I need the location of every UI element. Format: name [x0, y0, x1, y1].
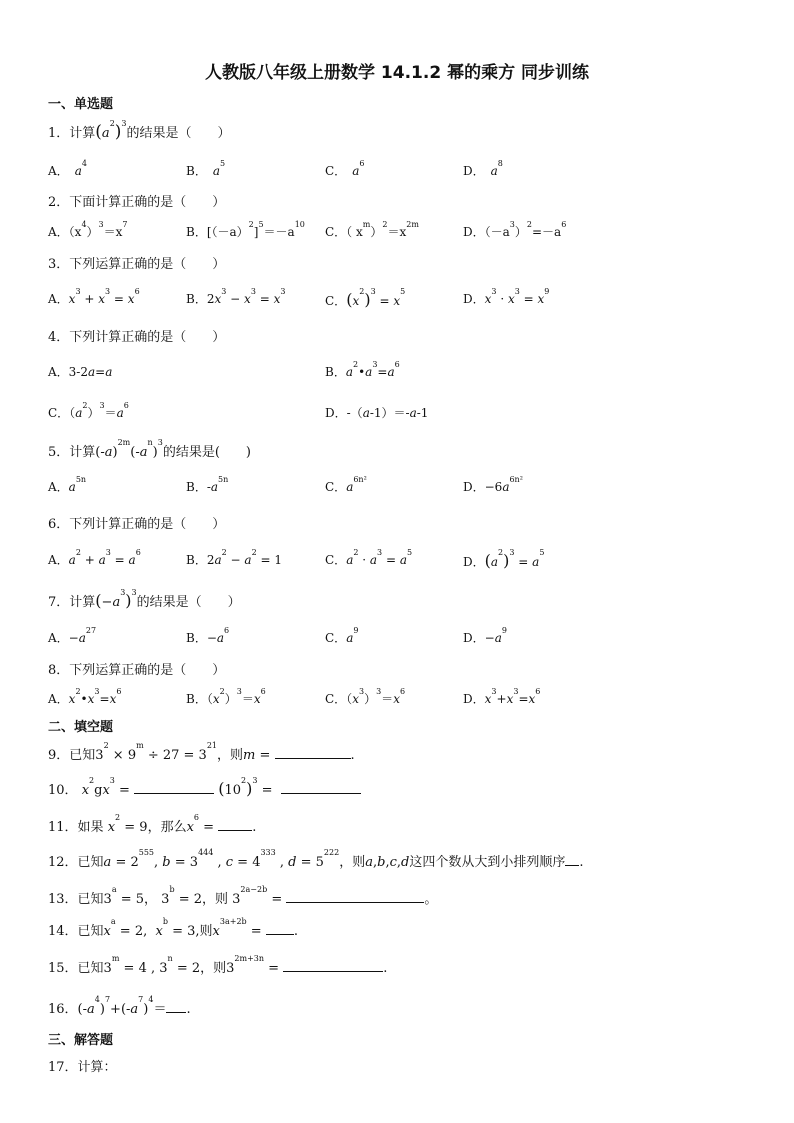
q8-option-c[interactable]: C．$(x^3)^3=x^6$ — [325, 687, 406, 706]
question-9: 9．已知$3^2 \times 9^m \div 27 = 3^{21}$，则m = . — [48, 741, 355, 763]
question-4-stem: 4．下列计算正确的是（ ） — [48, 330, 226, 345]
section-heading-fill-in: 二、填空题 — [48, 720, 114, 735]
q6-option-a[interactable]: A．$a^2 + a^3 = a^6$ — [48, 548, 141, 567]
q6-option-c[interactable]: C．$a^2 \cdot a^3 = a^5$ — [325, 548, 413, 567]
q7-option-d[interactable]: D．$-a^9$ — [463, 626, 507, 645]
question-13: 13．已知$3^a = 5$， $3^b = 2$，则 $3^{2a-2b}$ = 。 — [48, 885, 438, 907]
q4-option-b[interactable]: B．$a^2•a^3=a^6$ — [325, 360, 400, 379]
q13-answer-blank[interactable] — [286, 890, 424, 903]
question-1 — [48, 119, 231, 142]
q7-option-a[interactable]: A．$-a^{27}$ — [48, 626, 97, 645]
q1-option-a[interactable]: A． $a^4$ — [48, 159, 87, 178]
q14-answer-blank[interactable] — [266, 922, 294, 935]
question-3-options — [48, 287, 748, 310]
q10-answer-blank-1[interactable] — [134, 781, 214, 794]
question-5-stem: 5．计算 — [48, 445, 96, 460]
q3-option-a[interactable]: A．$x^3 + x^3 = x^6$ — [48, 287, 140, 306]
q2-option-a[interactable]: A．$(x^4)^3=x^7$ — [48, 220, 128, 239]
question-5: 5．计算$(-a)^{2m}(-a^n)^3$的结果是( ) — [48, 438, 251, 460]
q5-option-c[interactable]: C．$a^{6n^2}$ — [325, 475, 367, 494]
question-2-options — [48, 220, 748, 243]
q3-option-d[interactable]: D．$x^3 \cdot x^3 = x^9$ — [463, 287, 550, 306]
question-6-stem: 6．下列计算正确的是（ ） — [48, 517, 226, 532]
q2-option-d[interactable]: D．$(-a^3)^2=-a^6$ — [463, 220, 567, 239]
q3-option-c[interactable]: C．$(x^2)^3 = x^5$ — [325, 287, 406, 309]
q16-answer-blank[interactable] — [166, 1000, 186, 1013]
q2-option-c[interactable]: C．（ $x^m)^2=x^{2m}$ — [325, 220, 419, 239]
q5-option-a[interactable]: A．$a^{5n}$ — [48, 475, 87, 494]
question-15: 15．已知$3^m = 4$ , $3^n = 2$，则$3^{2m+3n}$ = . — [48, 954, 388, 976]
q8-option-b[interactable]: B．$(x^2)^3=x^6$ — [186, 687, 266, 706]
question-2-stem: 2．下面计算正确的是（ ） — [48, 195, 226, 210]
page-title: 人教版八年级上册数学 14.1.2 幂的乘方 同步训练 — [205, 63, 589, 83]
q1-option-c[interactable]: C． $a^6$ — [325, 159, 365, 178]
q5-option-d[interactable]: D．$-6a^{6n^2}$ — [463, 475, 523, 494]
section-heading-solution: 三、解答题 — [48, 1033, 114, 1048]
q3-option-b[interactable]: B．$2x^3 - x^3 = x^3$ — [186, 287, 286, 306]
q12-answer-blank[interactable] — [565, 853, 579, 866]
q1-option-d[interactable]: D． $a^8$ — [463, 159, 503, 178]
question-7-expression: $(-a^3)^3$ — [95, 588, 137, 610]
question-4-options-row-1 — [48, 360, 748, 383]
question-12: 12．已知$a = 2^{555}$, $b = 3^{444}$ , $c = 4^{333}$ , $d = 5^{222}$，则a,b,c,d这四个数从大到小排列顺序 . — [48, 848, 584, 870]
q7-option-c[interactable]: C．$a^9$ — [325, 626, 359, 645]
question-14: 14．已知$x^a = 2$, $x^b = 3$,则$x^{3a+2b}$ = . — [48, 917, 298, 939]
q11-answer-blank[interactable] — [218, 818, 252, 831]
question-11: 11．如果 $x^2 = 9$，那么$x^6$ = . — [48, 813, 257, 835]
question-7: 7．计算$(-a^3)^3$的结果是（ ） — [48, 588, 241, 610]
question-1-stem: 1．计算 — [48, 126, 96, 141]
q1-option-b[interactable]: B． $a^5$ — [186, 159, 226, 178]
q10-answer-blank-2[interactable] — [281, 781, 361, 794]
q8-option-d[interactable]: D．$x^3+x^3=x^6$ — [463, 687, 541, 706]
question-17-stem: 17．计算： — [48, 1060, 117, 1075]
question-10: 10． $x^2gx^3 = (10^2)^3$ = — [48, 779, 361, 798]
question-8-stem: 8．下列运算正确的是（ ） — [48, 663, 226, 678]
question-3-stem: 3．下列运算正确的是（ ） — [48, 257, 226, 272]
question-4-options-row-2 — [48, 401, 748, 424]
question-7-options — [48, 626, 748, 649]
question-1-tail: 的结果是（ ） — [126, 126, 231, 141]
q6-option-d[interactable]: D．$(a^2)^3 = a^5$ — [463, 548, 545, 570]
q8-option-a[interactable]: A．$x^2•x^3=x^6$ — [48, 687, 122, 706]
q4-option-d[interactable]: D．-（a-1）＝-a-1 — [325, 406, 429, 420]
question-8-options — [48, 687, 748, 710]
q2-option-b[interactable]: B．$[(-a)^2]^5=-a^{10}$ — [186, 220, 305, 239]
question-1-options — [48, 159, 748, 182]
q7-option-b[interactable]: B．$-a^6$ — [186, 626, 230, 645]
question-5-options — [48, 475, 748, 498]
question-6-options — [48, 548, 748, 571]
section-heading-single-choice: 一、单选题 — [48, 97, 114, 112]
q6-option-b[interactable]: B．$2a^2 - a^2 = 1$ — [186, 548, 282, 567]
q4-option-c[interactable]: C．$(a^2)^3=a^6$ — [48, 401, 129, 420]
question-1-expression: $(a^2)^3$ — [95, 119, 127, 142]
q5-option-b[interactable]: B．$-a^{5n}$ — [186, 475, 229, 494]
question-7-stem: 7．计算 — [48, 595, 96, 610]
question-16: 16．$(-a^4)^7+(-a^7)^4=$ . — [48, 995, 191, 1017]
q9-answer-blank[interactable] — [275, 746, 351, 759]
question-5-expression: $(-a)^{2m}(-a^n)^3$ — [95, 438, 163, 460]
q4-option-a[interactable]: A．3-2a=a — [48, 365, 113, 379]
q15-answer-blank[interactable] — [283, 959, 383, 972]
